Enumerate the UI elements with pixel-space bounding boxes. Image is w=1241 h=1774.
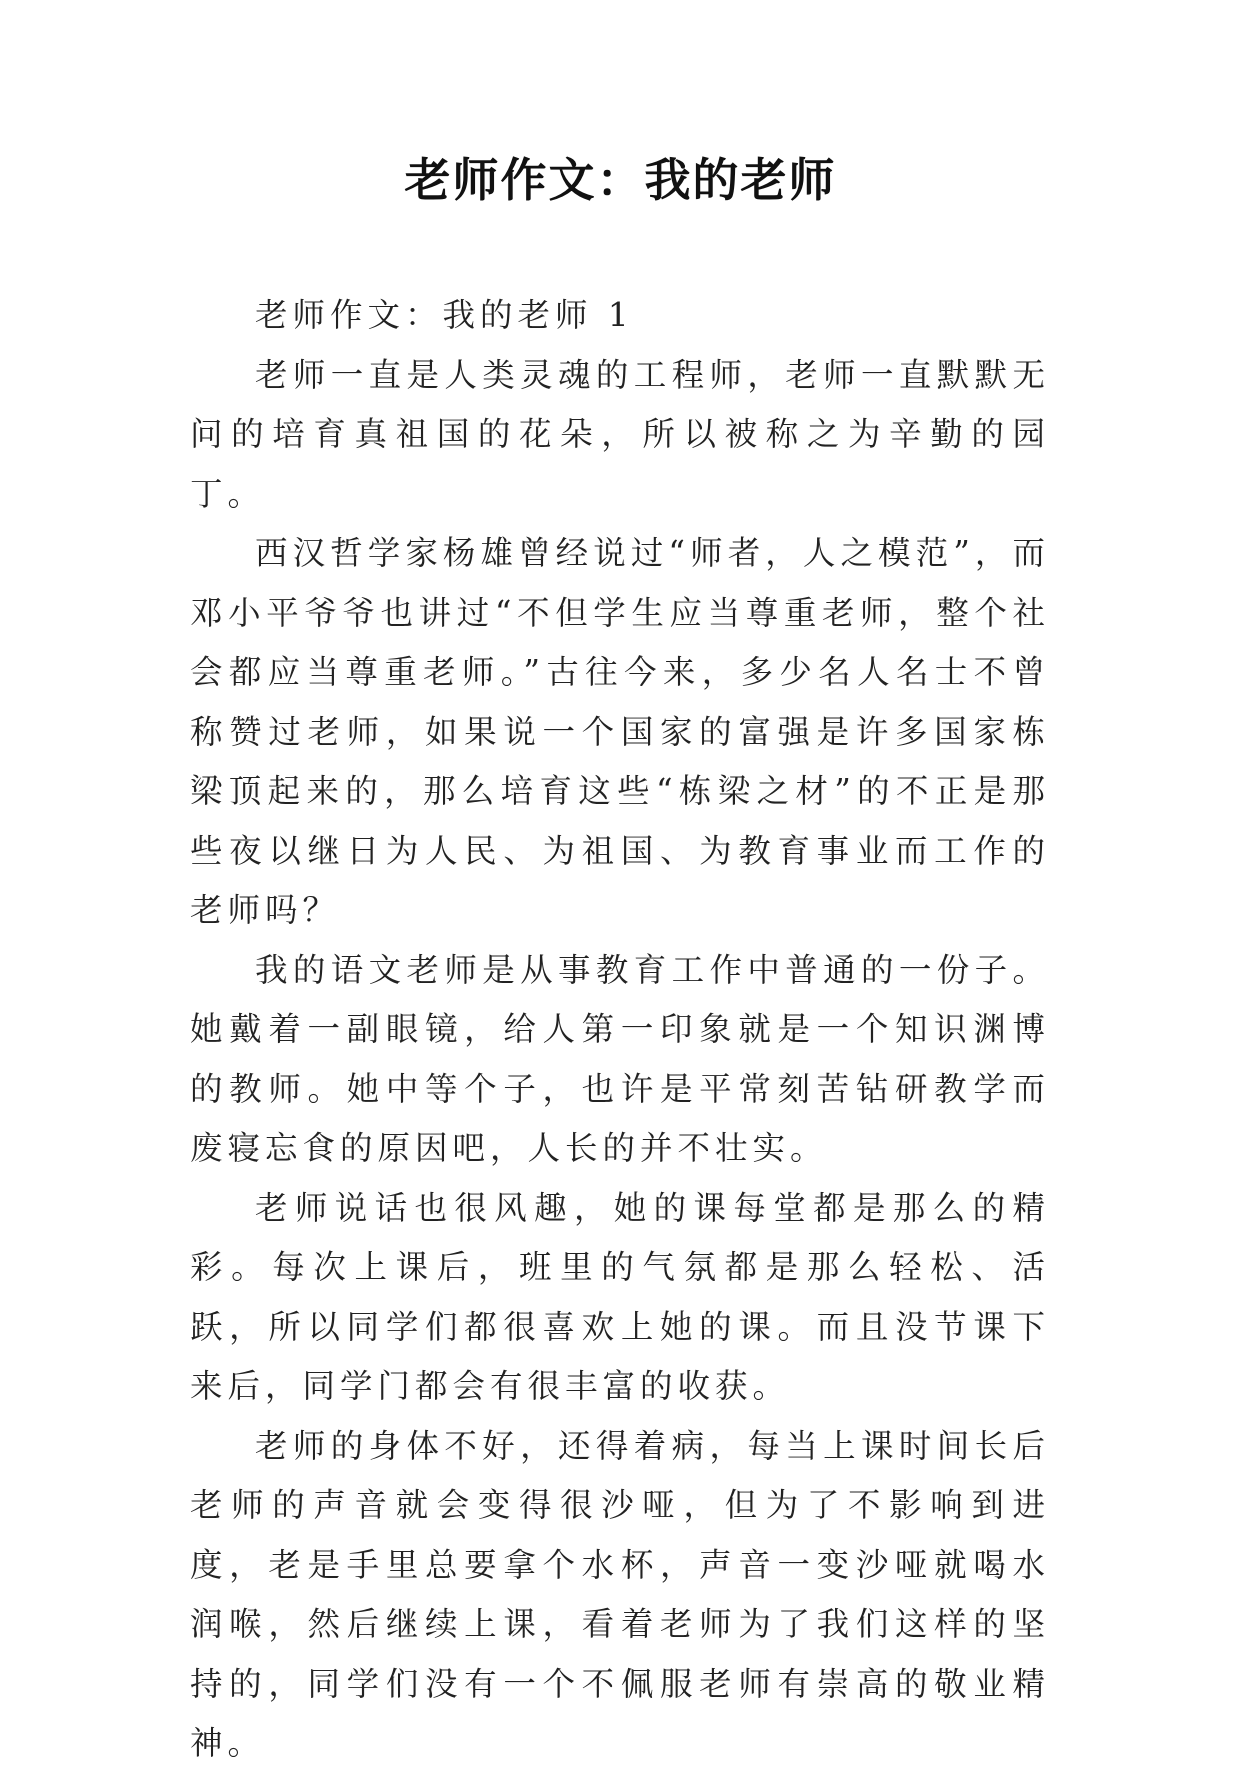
paragraph: 老师的身体不好，还得着病，每当上课时间长后老师的声音就会变得很沙哑，但为了不影响到进度，老是手里总要拿个水杯，声音一变沙哑就喝水润喉，然后继续上课，看着老师为了我们这样的坚持的，同学们没有一个不佩服老师有崇高的敬业精神。: [190, 1426, 1050, 1762]
document-title: 老师作文：我的老师: [404, 153, 837, 207]
document-body: [190, 286, 1050, 1774]
paragraph-heading: 老师作文：我的老师 1: [255, 296, 634, 334]
paragraph: 老师说话也很风趣，她的课每堂都是那么的精彩。每次上课后，班里的气氛都是那么轻松、活跃，所以同学们都很喜欢上她的课。而且没节课下来后，同学门都会有很丰富的收获。: [190, 1188, 1050, 1405]
paragraph: 我的语文老师是从事教育工作中普通的一份子。她戴着一副眼镜，给人第一印象就是一个知识渊博的教师。她中等个子，也许是平常刻苦钻研教学而废寝忘食的原因吧，人长的并不壮实。: [190, 950, 1050, 1167]
paragraph: 西汉哲学家杨雄曾经说过“师者，人之模范”，而邓小平爷爷也讲过“不但学生应当尊重老师，整个社会都应当尊重老师。”古往今来，多少名人名士不曾称赞过老师，如果说一个国家的富强是许多国家栋梁顶起来的，那么培育这些“栋梁之材”的不正是那些夜以继日为人民、为祖国、为教育事业而工作的老师吗？: [190, 534, 1050, 929]
paragraph: 老师一直是人类灵魂的工程师，老师一直默默无问的培育真祖国的花朵，所以被称之为辛勤的园丁。: [190, 355, 1050, 513]
